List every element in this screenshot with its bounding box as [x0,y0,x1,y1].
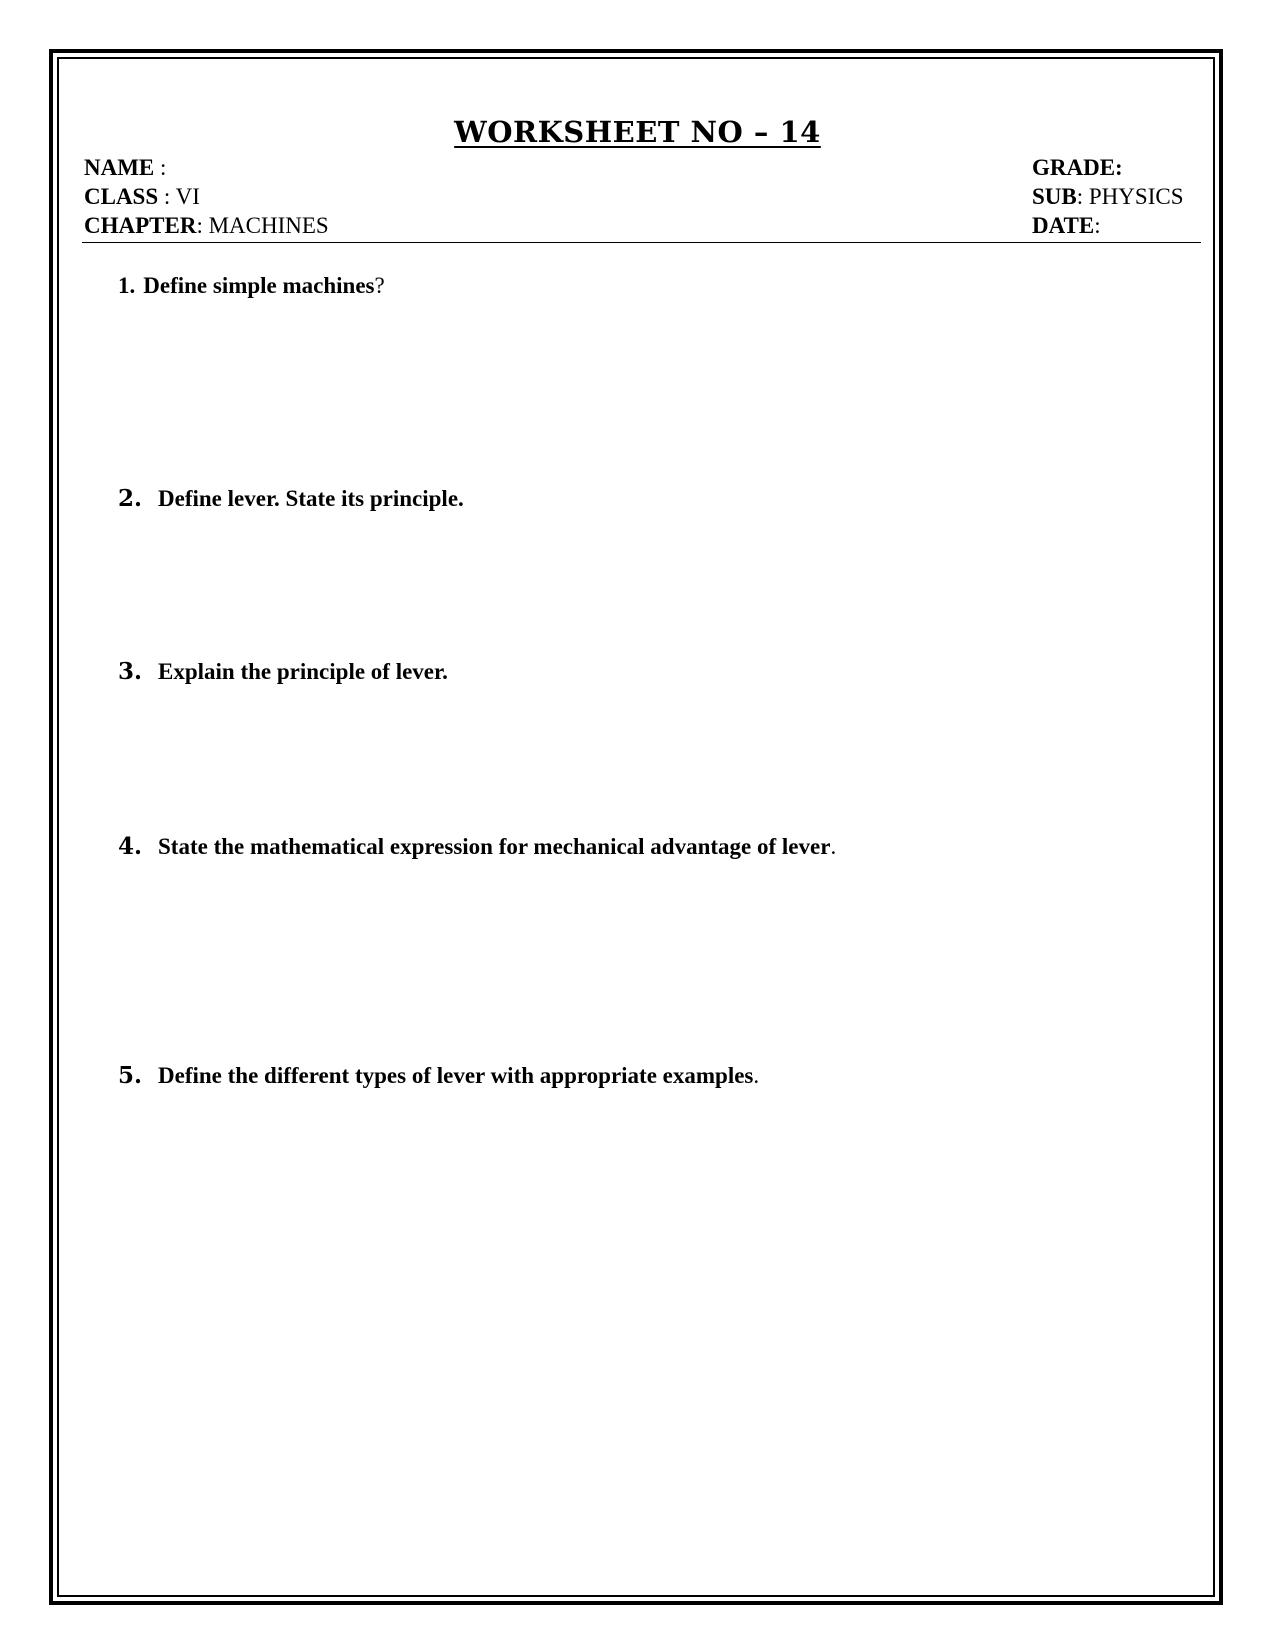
question-text: State the mathematical expression for mechanical advantage of lever [158,834,831,859]
question-number: 3. [118,658,143,685]
question-3 [118,658,448,685]
question-5 [118,1062,759,1089]
question-number: 1. [118,273,136,298]
grade-label: GRADE: [1032,155,1123,180]
chapter-label: CHAPTER [84,213,197,238]
name-row [84,153,329,182]
class-value: VI [175,184,200,209]
question-4 [118,833,836,860]
worksheet-title-text: WORKSHEET NO – 14 [454,115,821,149]
date-separator: : [1094,213,1101,238]
date-label: DATE [1032,213,1095,238]
question-1 [118,273,385,299]
subject-value: PHYSICS [1088,184,1184,209]
header-right-block [1032,153,1184,240]
question-tail: ? [374,273,385,298]
question-text: Define lever. State its principle. [158,486,464,511]
class-label: CLASS [84,184,159,209]
chapter-value: MACHINES [208,213,329,238]
class-row [84,182,329,211]
worksheet-title [0,115,1275,149]
question-number: 4. [118,833,143,860]
question-text: Explain the principle of lever. [158,659,448,684]
question-number: 5. [118,1062,143,1089]
question-text: Define simple machines [143,273,375,298]
class-separator: : [158,184,176,209]
subject-label: SUB [1032,184,1077,209]
name-label: NAME [84,155,155,180]
header-left-block [84,153,329,240]
chapter-separator: : [196,213,209,238]
subject-row [1032,182,1184,211]
question-tail: . [753,1063,760,1088]
date-row [1032,211,1184,240]
question-2 [118,485,464,512]
grade-row [1032,153,1184,182]
question-number: 2. [118,485,143,512]
header-divider [82,242,1201,243]
chapter-row [84,211,329,240]
question-tail: . [830,834,837,859]
name-separator: : [154,155,167,180]
subject-separator: : [1076,184,1089,209]
question-text: Define the different types of lever with appropriate examples [158,1063,754,1088]
